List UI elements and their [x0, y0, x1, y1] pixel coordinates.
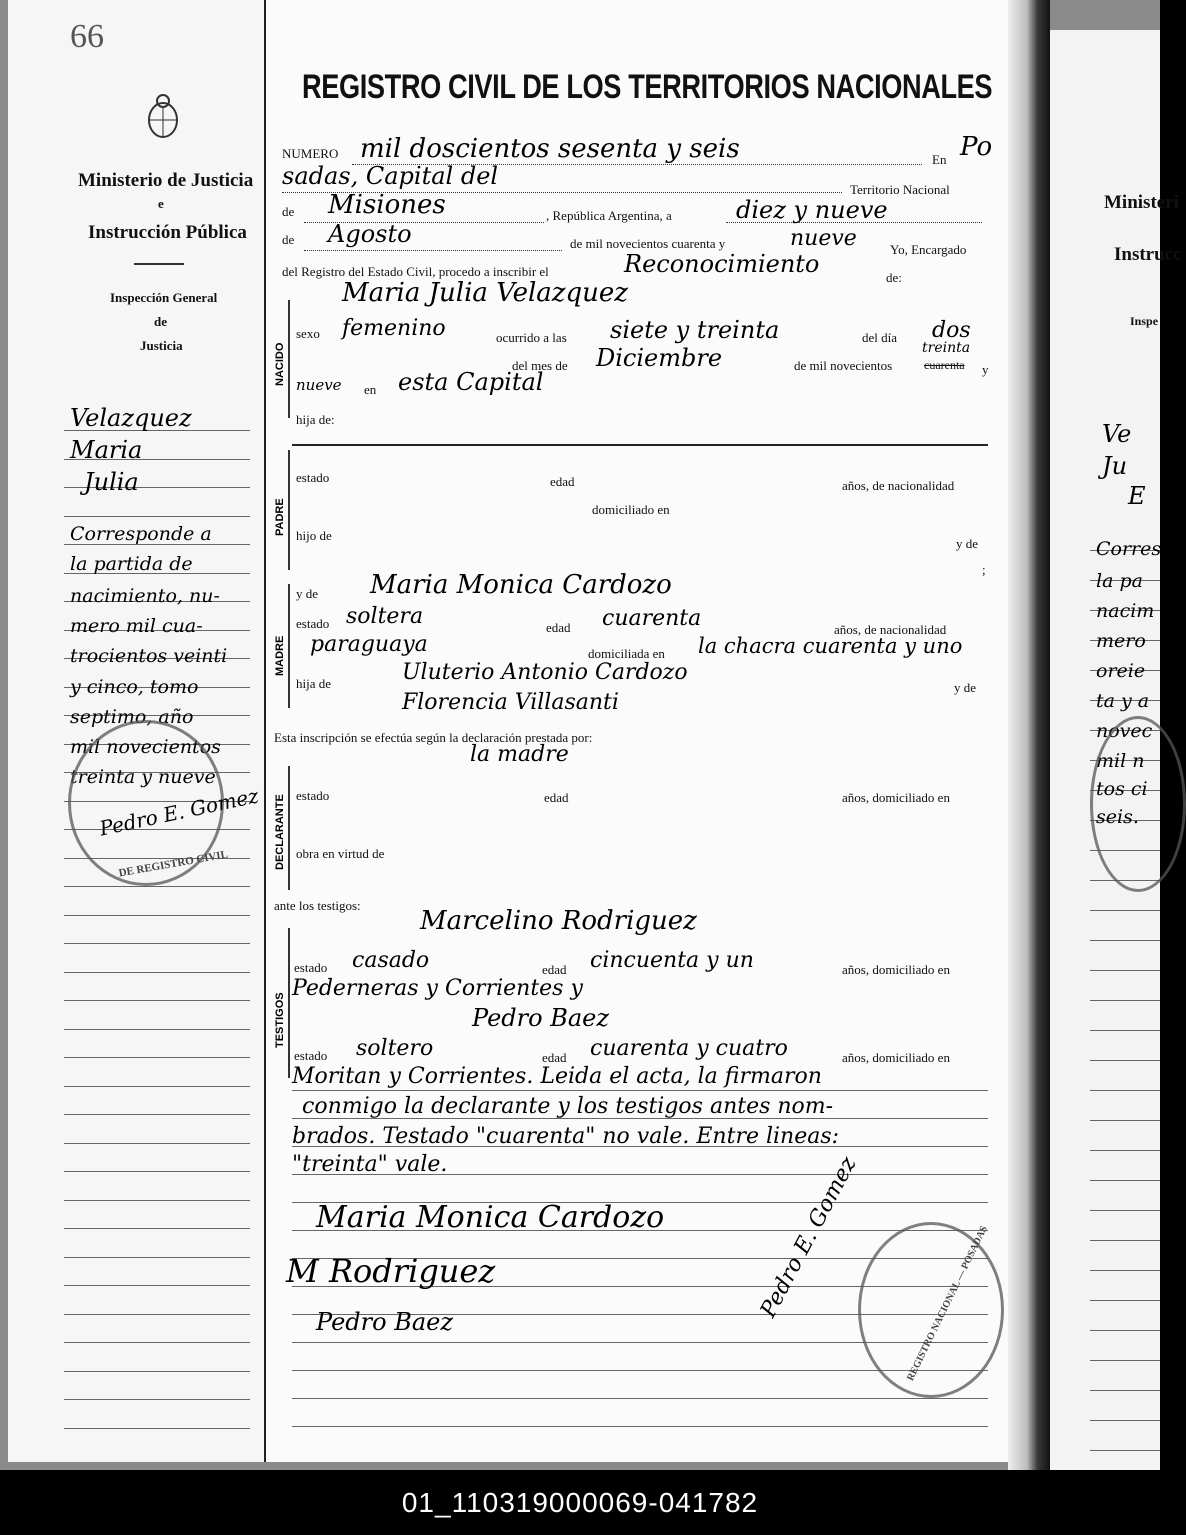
signature-madre: Maria Monica Cardozo [316, 1200, 665, 1235]
margin-note-line-5: trocientos veinti [70, 645, 228, 667]
facing-frag-2: Ju [1102, 452, 1128, 480]
signature-encargado: Pedro E. Gomez [756, 1152, 862, 1322]
madre-edad-value: cuarenta [602, 606, 702, 631]
ruled-line [1090, 1270, 1160, 1271]
madre-padre-value: Uluterio Antonio Cardozo [402, 660, 688, 685]
mes-value: Diciembre [596, 344, 723, 372]
facing-frag-4: Corres [1096, 538, 1162, 560]
inspection-line-2: de [154, 314, 167, 329]
year-birth-cont: nueve [296, 376, 342, 394]
ruled-line [64, 1086, 250, 1087]
declarante-edad-label: edad [544, 790, 569, 805]
declaracion-label: Esta inscripción se efectúa según la declaración prestada por: [274, 730, 593, 745]
inspection-line-3: Justicia [140, 338, 183, 353]
testigo1-estado-label: estado [294, 960, 328, 975]
yo-label: Yo, Encargado [890, 242, 967, 257]
registro-label: del Registro del Estado Civil, procedo a inscribir el [282, 264, 549, 279]
ruled-line [1090, 1390, 1160, 1391]
dia-value: dos [932, 318, 971, 343]
mil-label: de mil novecientos [794, 358, 893, 373]
ruled-line [64, 1285, 250, 1286]
de-colon: de: [886, 270, 902, 285]
ruled-line [64, 516, 250, 517]
padre-nacionalidad-label: años, de nacionalidad [842, 478, 955, 493]
ruled-line [292, 1398, 988, 1399]
year-birth-struck: cuarenta [924, 358, 965, 372]
testigo2-domicilio-label: años, domiciliado en [842, 1050, 950, 1065]
ruled-line [1090, 1180, 1160, 1181]
ruled-line [64, 1371, 250, 1372]
ruled-line [64, 1057, 250, 1058]
facing-frag-1: Ve [1102, 420, 1132, 448]
page-number: 66 [70, 18, 104, 55]
ruled-line [64, 1314, 250, 1315]
ministry-line-3: Instrucción Pública [88, 222, 247, 243]
de-label: de [282, 204, 295, 219]
margin-note-line-1: Corresponde a [70, 523, 212, 545]
facing-insp: Inspe [1130, 314, 1159, 328]
lugar-en-label: en [364, 382, 377, 397]
facing-frag-10: novec [1096, 720, 1153, 742]
ruled-line [64, 886, 250, 887]
ruled-line [64, 972, 250, 973]
closing-line-4: "treinta" vale. [292, 1152, 448, 1177]
ruled-line [1090, 1090, 1160, 1091]
madre-edad-label: edad [546, 620, 571, 635]
section-madre: MADRE [274, 635, 286, 676]
margin-note-line-6: y cinco, tomo [70, 676, 199, 698]
margin-note-line-9: treinta y nueve [70, 766, 216, 788]
ruled-line [1090, 1210, 1160, 1211]
ministry-line-1: Ministerio de Justicia [78, 170, 254, 191]
ruled-line [1090, 1060, 1160, 1061]
person-name: Maria Julia Velazquez [342, 278, 628, 308]
del-dia-label: del día [862, 330, 898, 345]
facing-frag-3: E [1128, 482, 1146, 510]
ruled-line [1090, 910, 1160, 911]
facing-instruc: Instrucc [1114, 244, 1182, 265]
madre-nacionalidad-value: paraguaya [310, 632, 428, 657]
madre-hija-de-label: hija de [296, 676, 332, 691]
ruled-line [64, 1342, 250, 1343]
ministry-line-2: e [158, 196, 164, 211]
padre-hijo-de-label: hijo de [296, 528, 332, 543]
testigo1-domicilio: Pederneras y Corrientes y [292, 976, 583, 1001]
facing-page-fragment [1050, 30, 1182, 1470]
margin-name-line-2: Maria [70, 436, 143, 464]
signature-testigo-1: M Rodriguez [286, 1252, 496, 1290]
ruled-line [64, 1143, 250, 1144]
madre-madre-value: Florencia Villasanti [402, 690, 619, 715]
coat-of-arms-icon [146, 92, 180, 140]
ruled-line [64, 1114, 250, 1115]
madre-y-de-label: y de [296, 586, 319, 601]
territorio-label: Territorio Nacional [850, 182, 950, 197]
margin-stamp-text: DE REGISTRO CIVIL [117, 848, 229, 880]
facing-frag-11: mil n [1096, 750, 1145, 772]
year-value: nueve [790, 226, 857, 251]
facing-frag-13: seis. [1096, 806, 1139, 828]
section-padre: PADRE [274, 498, 286, 536]
facing-frag-8: oreie [1096, 660, 1146, 682]
margin-stamp-signature: Pedro E. Gomez [97, 783, 261, 841]
ruled-line [1090, 940, 1160, 941]
closing-line-1: Moritan y Corrientes. Leida el acta, la firmaron [292, 1064, 822, 1089]
hija-de-label: hija de: [296, 412, 335, 427]
padre-domicilio-label: domiciliado en [592, 502, 670, 517]
ruled-line [64, 943, 250, 944]
ruled-line [1090, 1240, 1160, 1241]
testigo1-estado: casado [352, 948, 430, 973]
mes-label: del mes de [512, 358, 568, 373]
testigo1-edad: cincuenta y un [590, 948, 754, 973]
left-margin-column [8, 0, 268, 1462]
padre-estado-label: estado [296, 470, 330, 485]
territorio-value: Misiones [328, 190, 446, 220]
margin-note-line-7: septimo, año [70, 706, 194, 728]
registry-stamp-main [858, 1222, 1004, 1398]
numero-label: NUMERO [282, 146, 339, 161]
testigos-label: ante los testigos: [274, 898, 361, 913]
ruled-line [1090, 1150, 1160, 1151]
ruled-line [1090, 1360, 1160, 1361]
year-label: de mil novecientos cuarenta y [570, 236, 726, 251]
madre-domicilio-value: la chacra cuarenta y uno [698, 634, 963, 658]
madre-nacionalidad-label: años, de nacionalidad [834, 622, 947, 637]
section-testigos: TESTIGOS [274, 992, 286, 1048]
en-label: En [932, 152, 947, 167]
ruled-line [1090, 1000, 1160, 1001]
margin-note-line-2: la partida de [70, 553, 193, 575]
section-declarante: DECLARANTE [274, 794, 286, 870]
madre-estado-value: soltera [346, 604, 424, 629]
form-title: REGISTRO CIVIL DE LOS TERRITORIOS NACIONALES [302, 68, 993, 106]
ruled-line [292, 1426, 988, 1427]
facing-stamp [1090, 716, 1186, 892]
sexo-value: femenino [342, 316, 446, 341]
facing-frag-7: mero [1096, 630, 1146, 652]
lugar-value: esta Capital [398, 368, 544, 396]
day-value: diez y nueve [736, 196, 888, 224]
register-form-page [264, 0, 1012, 1462]
ocurrido-label: ocurrido a las [496, 330, 567, 345]
facing-frag-9: ta y a [1096, 690, 1150, 712]
testigo2-edad-label: edad [542, 1050, 567, 1065]
facing-ministry: Ministeri [1104, 192, 1179, 213]
testigo1-domicilio-label: años, domiciliado en [842, 962, 950, 977]
ruled-line [64, 915, 250, 916]
year-birth-above: treinta [922, 340, 971, 356]
padre-edad-label: edad [550, 474, 575, 489]
ruled-line [1090, 1300, 1160, 1301]
closing-line-3: brados. Testado "cuarenta" no vale. Entre lineas: [292, 1124, 840, 1149]
ruled-line [1090, 1420, 1160, 1421]
madre-domicilio-label: domiciliada en [588, 646, 665, 661]
month-value: Agosto [328, 220, 412, 248]
en-value: Po [960, 132, 993, 162]
ruled-line [1090, 1450, 1160, 1451]
hora-value: siete y treinta [610, 316, 780, 344]
ruled-line [64, 1428, 250, 1429]
republica-label: , República Argentina, a [546, 208, 672, 223]
ruled-line [64, 1399, 250, 1400]
declarante-value: la madre [470, 742, 569, 767]
sexo-label: sexo [296, 326, 320, 341]
madre-y-de-label-2: y de [954, 680, 977, 695]
facing-frag-6: nacim [1096, 600, 1155, 622]
ruled-line [64, 1200, 250, 1201]
ruled-line [64, 1171, 250, 1172]
ruled-line [1090, 1120, 1160, 1121]
ruled-line [64, 1228, 250, 1229]
book-binding [1008, 0, 1050, 1470]
margin-note-line-3: nacimiento, nu- [70, 585, 220, 607]
closing-line-2: conmigo la declarante y los testigos antes nom- [302, 1094, 834, 1119]
testigo2-estado: soltero [356, 1036, 434, 1061]
ruled-line [1090, 1330, 1160, 1331]
inspection-line-1: Inspección General [110, 290, 218, 305]
padre-y-de-label: y de [956, 536, 979, 551]
image-id-caption: 01_110319000069-041782 [0, 1470, 1160, 1535]
testigo2-edad: cuarenta y cuatro [590, 1036, 788, 1061]
registry-stamp-main-text: REGISTRO NACIONAL — POSADAS [905, 1224, 990, 1383]
ruled-line [64, 1029, 250, 1030]
year-birth-y: y [982, 362, 989, 377]
ruled-line [64, 1000, 250, 1001]
declarante-domicilio-label: años, domiciliado en [842, 790, 950, 805]
place-value: sadas, Capital del [282, 162, 499, 190]
ruled-line [1090, 970, 1160, 971]
section-nacido: NACIDO [274, 342, 286, 386]
act-type-value: Reconocimiento [624, 250, 820, 278]
testigo2-name: Pedro Baez [472, 1004, 609, 1032]
de-label-2: de [282, 232, 295, 247]
facing-frag-12: tos ci [1096, 778, 1148, 800]
margin-name-line-1: Velazquez [70, 404, 192, 432]
margin-name-line-3: Julia [84, 468, 139, 496]
testigo2-estado-label: estado [294, 1048, 328, 1063]
ruled-line [64, 1257, 250, 1258]
numero-value: mil doscientos sesenta y seis [360, 134, 740, 164]
ruled-line [1090, 1030, 1160, 1031]
margin-note-line-8: mil novecientos [70, 736, 221, 758]
margin-note-line-4: mero mil cua- [70, 615, 203, 637]
testigo1-edad-label: edad [542, 962, 567, 977]
facing-frag-5: la pa [1096, 570, 1143, 592]
testigo1-name: Marcelino Rodriguez [420, 906, 697, 936]
ruled-line [292, 1090, 988, 1091]
madre-estado-label: estado [296, 616, 330, 631]
declarante-estado-label: estado [296, 788, 330, 803]
padre-semicolon: ; [982, 562, 986, 577]
declarante-obra-label: obra en virtud de [296, 846, 385, 861]
madre-name: Maria Monica Cardozo [370, 570, 672, 600]
signature-testigo-2: Pedro Baez [316, 1308, 453, 1336]
